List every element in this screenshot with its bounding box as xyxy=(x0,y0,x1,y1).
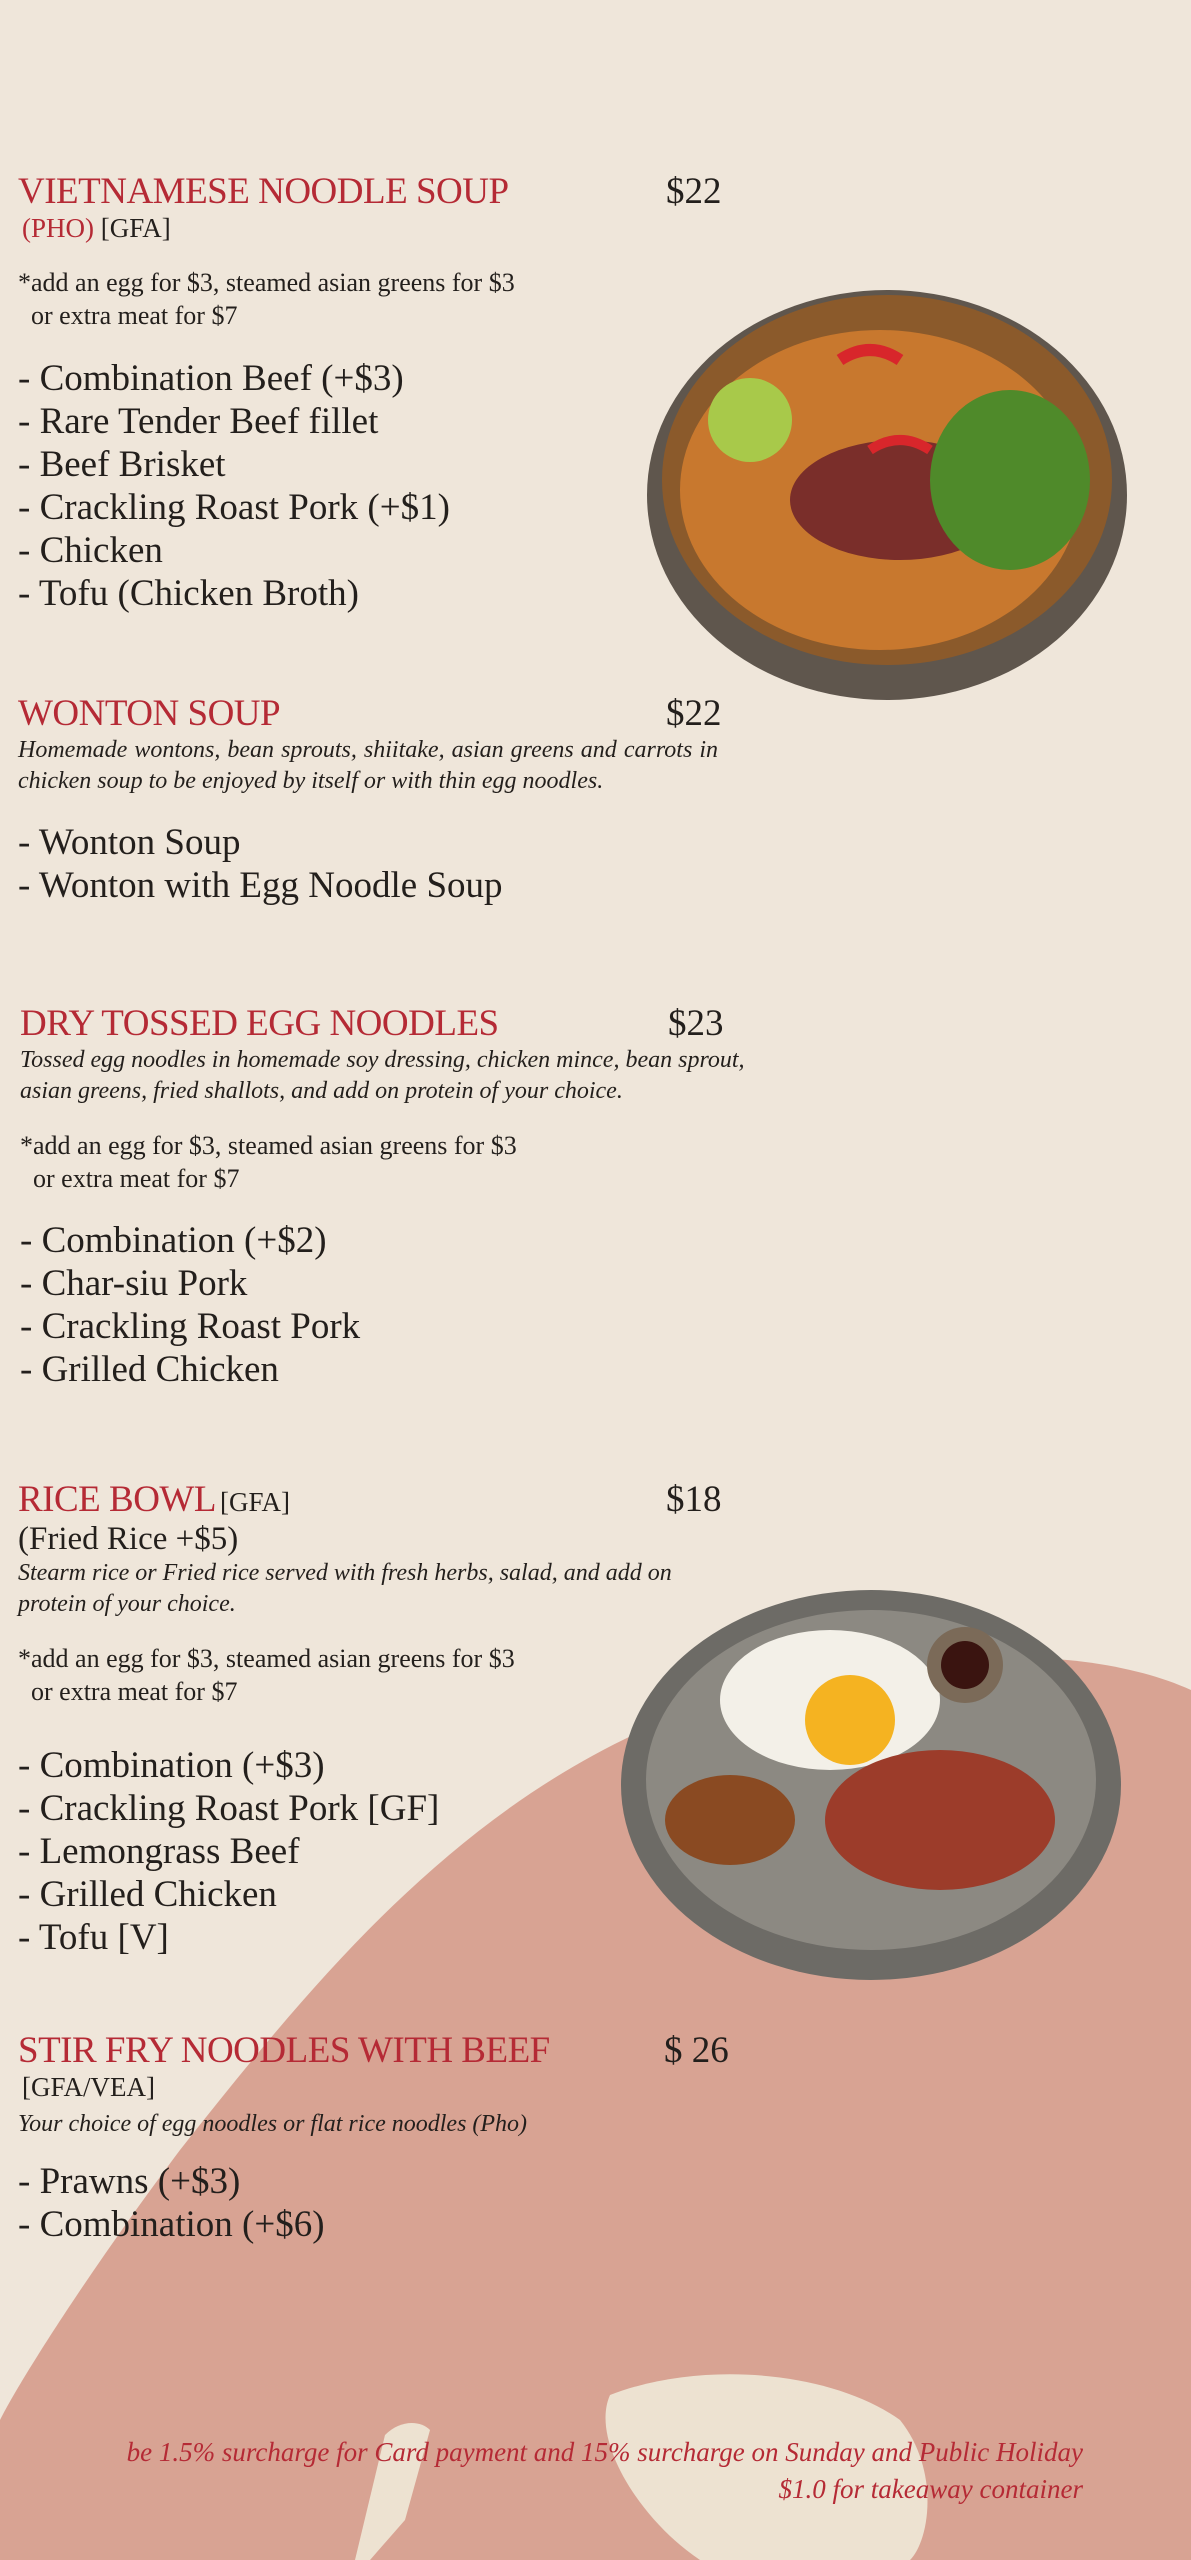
section-description: Homemade wontons, bean sprouts, shiitake, asian greens and carrots in chicken soup to be enjoyed by itself or with thin egg noodles. xyxy=(18,737,718,794)
list-item: - Crackling Roast Pork (+$1) xyxy=(18,487,450,528)
section-title: STIR FRY NOODLES WITH BEEF xyxy=(18,2030,550,2071)
list-item: - Combination Beef (+$3) xyxy=(18,358,404,399)
list-item: - Crackling Roast Pork xyxy=(20,1306,361,1347)
list-item: - Prawns (+$3) xyxy=(18,2161,241,2202)
surcharge-notice: be 1.5% surcharge for Card payment and 15% surcharge on Sunday and Public Holiday xyxy=(126,2437,1083,2467)
list-item: - Wonton with Egg Noodle Soup xyxy=(18,865,503,906)
section-title: RICE BOWL xyxy=(18,1479,216,1520)
subtitle-pho: (PHO) xyxy=(22,213,94,243)
section-title: WONTON SOUP xyxy=(18,693,281,734)
list-item: - Tofu [V] xyxy=(18,1917,169,1958)
list-item: - Wonton Soup xyxy=(18,822,241,863)
variant-list xyxy=(18,357,738,615)
menu-section-stir-fry xyxy=(18,2029,738,2246)
menu-section-wonton xyxy=(18,692,738,907)
add-on-note: *add an egg for $3, steamed asian greens for $3 or extra meat for $7 xyxy=(18,1644,515,1706)
list-item: - Chicken xyxy=(18,530,163,571)
variant-list xyxy=(18,1744,738,1959)
section-subtitle xyxy=(22,213,738,244)
section-price: $22 xyxy=(666,693,722,734)
variant-list xyxy=(18,2160,738,2246)
variant-list xyxy=(20,1219,780,1391)
section-price: $22 xyxy=(666,171,722,212)
list-item: - Grilled Chicken xyxy=(20,1349,279,1390)
footer-notice xyxy=(127,2434,1083,2508)
section-description: Stearm rice or Fried rice served with fresh herbs, salad, and add on protein of your choice. xyxy=(18,1560,672,1617)
variant-list xyxy=(18,821,738,907)
list-item: - Lemongrass Beef xyxy=(18,1831,300,1872)
list-item: - Char-siu Pork xyxy=(20,1263,248,1304)
menu-section-rice-bowl xyxy=(18,1478,738,1959)
list-item: - Crackling Roast Pork [GF] xyxy=(18,1788,440,1829)
list-item: - Tofu (Chicken Broth) xyxy=(18,573,359,614)
list-item: - Combination (+$3) xyxy=(18,1745,325,1786)
add-on-note: *add an egg for $3, steamed asian greens for $3 or extra meat for $7 xyxy=(18,268,515,330)
section-subtitle: (Fried Rice +$5) xyxy=(18,1521,239,1557)
list-item: - Grilled Chicken xyxy=(18,1874,277,1915)
section-price: $18 xyxy=(666,1479,722,1520)
section-description: Tossed egg noodles in homemade soy dressing, chicken mince, bean sprout, asian greens, fried shallots, and add on protein of your choice. xyxy=(20,1047,745,1104)
dietary-tag: [GFA/VEA] xyxy=(22,2072,155,2102)
menu-section-dry-tossed xyxy=(20,1002,780,1391)
list-item: - Combination (+$6) xyxy=(18,2204,325,2245)
section-description: Your choice of egg noodles or flat rice noodles (Pho) xyxy=(18,2111,528,2137)
dietary-tag: [GFA] xyxy=(219,1487,290,1517)
section-price: $ 26 xyxy=(664,2030,729,2071)
list-item: - Beef Brisket xyxy=(18,444,226,485)
add-on-note: *add an egg for $3, steamed asian greens for $3 or extra meat for $7 xyxy=(20,1131,517,1193)
section-price: $23 xyxy=(668,1003,724,1044)
takeaway-notice: $1.0 for takeaway container xyxy=(778,2474,1083,2504)
section-title: VIETNAMESE NOODLE SOUP xyxy=(18,171,509,212)
section-title: DRY TOSSED EGG NOODLES xyxy=(20,1003,499,1044)
list-item: - Combination (+$2) xyxy=(20,1220,327,1261)
dietary-tag: [GFA] xyxy=(100,213,171,243)
list-item: - Rare Tender Beef fillet xyxy=(18,401,379,442)
menu-section-pho xyxy=(18,170,738,615)
